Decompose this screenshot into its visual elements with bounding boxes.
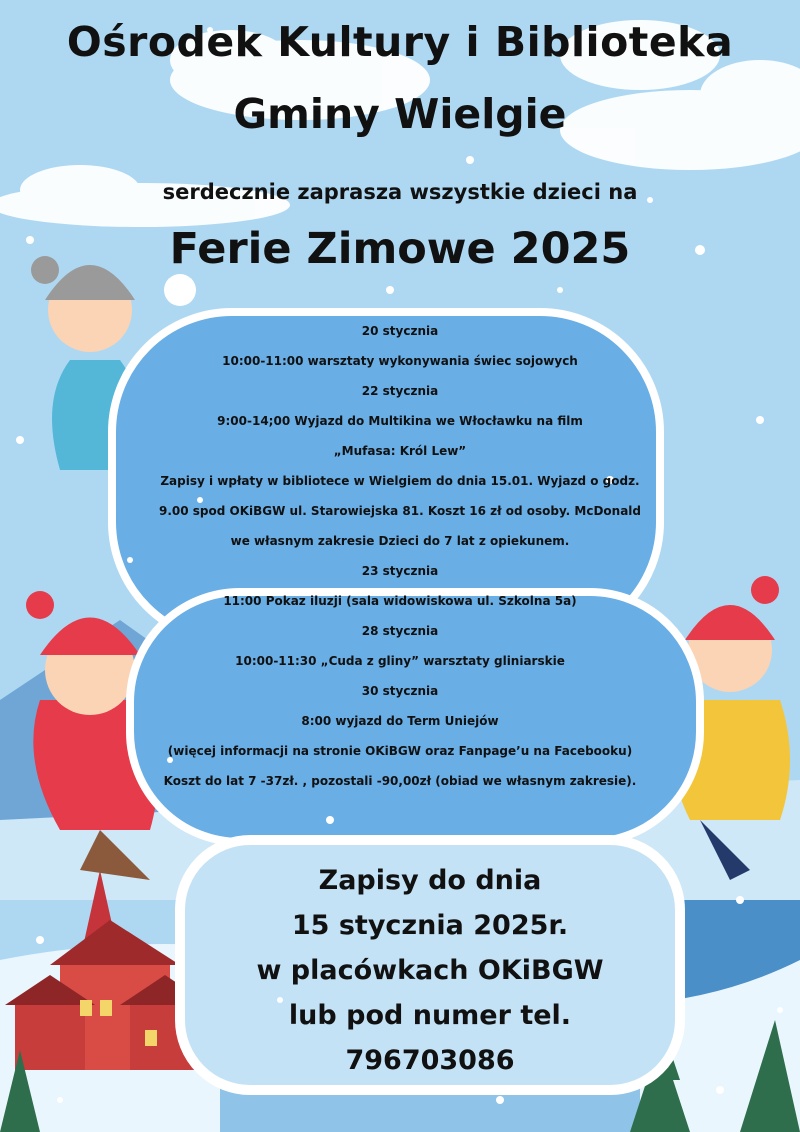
invitation-text: serdecznie zaprasza wszystkie dzieci na bbox=[162, 180, 638, 204]
schedule-date: 30 stycznia bbox=[361, 684, 439, 698]
schedule-date: 22 stycznia bbox=[361, 384, 439, 398]
schedule-item: Koszt do lat 7 -37zł. , pozostali -90,00zł (obiad we własnym zakresie). bbox=[163, 774, 637, 788]
event-title: Ferie Zimowe 2025 bbox=[169, 224, 631, 274]
schedule-date: 20 stycznia bbox=[361, 324, 439, 338]
signup-line: 15 stycznia 2025r. bbox=[291, 910, 569, 941]
schedule-date: 28 stycznia bbox=[361, 624, 439, 638]
schedule-item: 11:00 Pokaz iluzji (sala widowiskowa ul. Szkolna 5a) bbox=[223, 594, 577, 608]
schedule-item: 9:00-14;00 Wyjazd do Multikina we Włocławku na film bbox=[217, 414, 583, 428]
schedule-block bbox=[0, 316, 800, 796]
schedule-item: 10:00-11:00 warsztaty wykonywania świec sojowych bbox=[222, 354, 578, 368]
signup-line: lub pod numer tel. bbox=[288, 1000, 572, 1031]
schedule-date: 23 stycznia bbox=[361, 564, 439, 578]
signup-line: Zapisy do dnia bbox=[318, 865, 542, 896]
signup-info bbox=[210, 858, 650, 1083]
organization-name-line2: Gminy Wielgie bbox=[233, 90, 567, 138]
schedule-item: 10:00-11:30 „Cuda z gliny” warsztaty gliniarskie bbox=[235, 654, 565, 668]
phone-number: 796703086 bbox=[345, 1045, 515, 1076]
schedule-item: „Mufasa: Król Lew” bbox=[333, 444, 467, 458]
schedule-item: we własnym zakresie Dzieci do 7 lat z opiekunem. bbox=[230, 534, 570, 548]
organization-name-line1: Ośrodek Kultury i Biblioteka bbox=[66, 18, 734, 66]
schedule-item: (więcej informacji na stronie OKiBGW oraz Fanpage’u na Facebooku) bbox=[167, 744, 633, 758]
schedule-item: 9.00 spod OKiBGW ul. Starowiejska 81. Koszt 16 zł od osoby. McDonald bbox=[158, 504, 642, 518]
schedule-item: Zapisy i wpłaty w bibliotece w Wielgiem do dnia 15.01. Wyjazd o godz. bbox=[160, 474, 640, 488]
schedule-item: 8:00 wyjazd do Term Uniejów bbox=[301, 714, 499, 728]
signup-line: w placówkach OKiBGW bbox=[256, 955, 604, 986]
